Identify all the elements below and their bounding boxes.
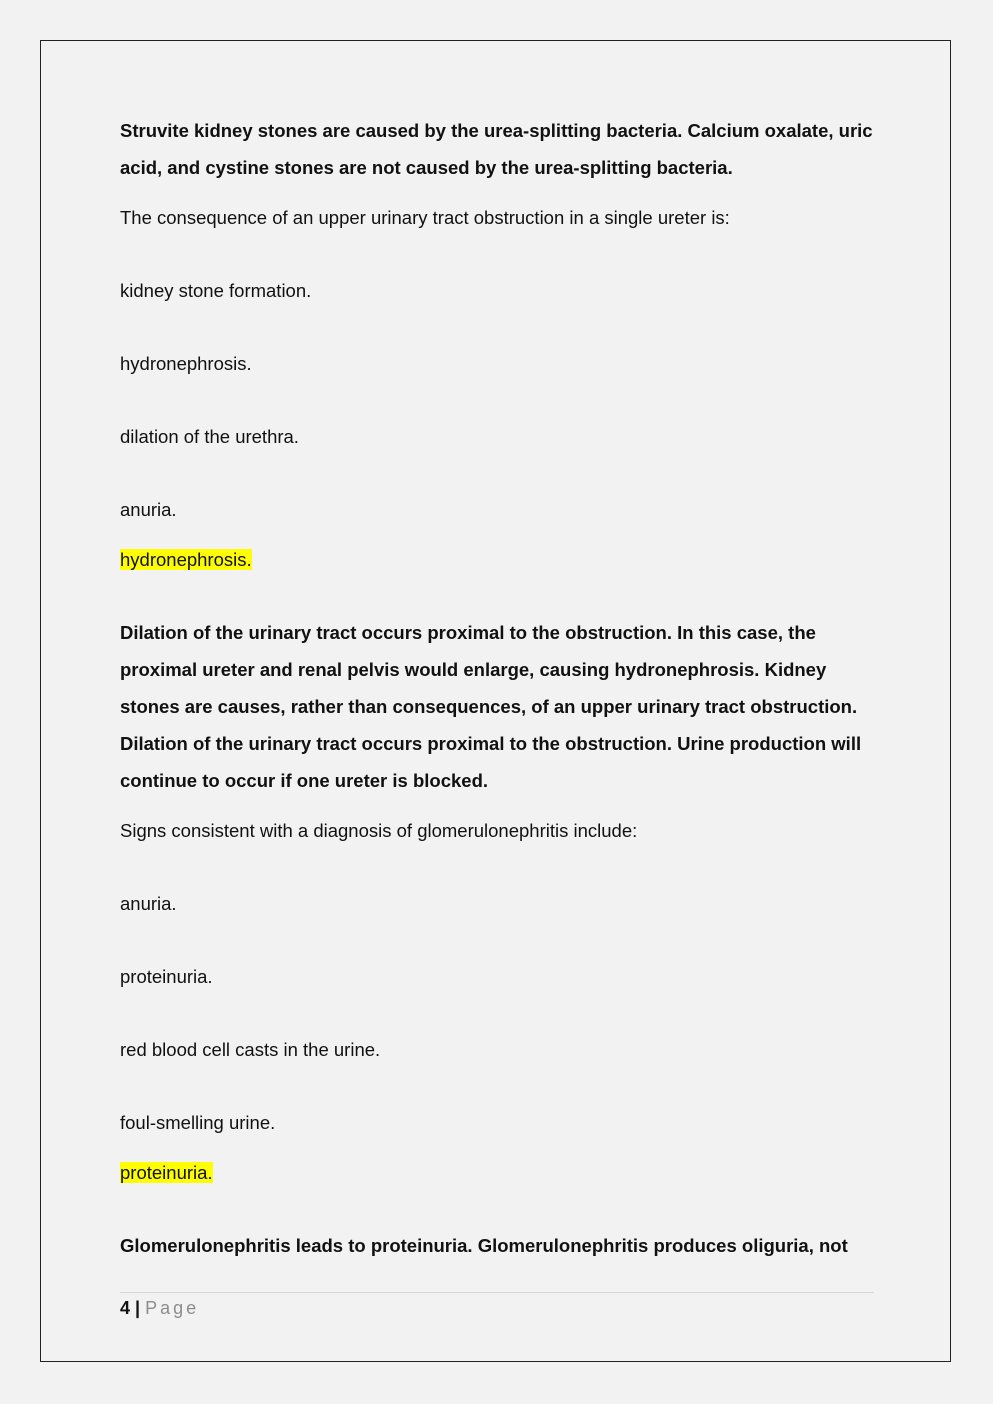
answer-option: kidney stone formation. — [120, 280, 312, 301]
correct-answer — [120, 1154, 880, 1191]
page-label: Page — [145, 1298, 200, 1318]
highlighted-answer: hydronephrosis. — [120, 549, 252, 570]
explanation-text: Glomerulonephritis leads to proteinuria. Glomerulonephritis produces oliguria, not — [120, 1235, 848, 1256]
answer-option: red blood cell casts in the urine. — [120, 1039, 381, 1060]
question-text: Signs consistent with a diagnosis of glomerulonephritis include: — [120, 820, 638, 841]
answer-option: foul-smelling urine. — [120, 1112, 276, 1133]
answer-option: proteinuria. — [120, 966, 213, 987]
question-text: The consequence of an upper urinary tract obstruction in a single ureter is: — [120, 207, 730, 228]
explanation-text: Dilation of the urinary tract occurs proximal to the obstruction. In this case, the proximal ureter and renal pelvis would enlarge, causing hydronephrosis. Kidney stones are causes, rather than consequences, of an upper urinary tract obstruction. Dilation of the urinary tract occurs proximal to the obstruction. Urine production will continue to occur if one ureter is blocked. — [120, 622, 862, 791]
footer-divider — [120, 1292, 874, 1293]
answer-option: anuria. — [120, 893, 177, 914]
page-footer — [120, 1296, 199, 1320]
document-body — [120, 112, 880, 1264]
answer-option: dilation of the urethra. — [120, 426, 299, 447]
answer-option: hydronephrosis. — [120, 353, 252, 374]
answer-option: anuria. — [120, 499, 177, 520]
highlighted-answer: proteinuria. — [120, 1162, 213, 1183]
page-number: 4 — [120, 1298, 131, 1318]
correct-answer — [120, 541, 880, 578]
footer-separator: | — [135, 1298, 141, 1318]
explanation-text: Struvite kidney stones are caused by the urea-splitting bacteria. Calcium oxalate, uric acid, and cystine stones are not caused by the urea-splitting bacteria. — [120, 120, 873, 178]
